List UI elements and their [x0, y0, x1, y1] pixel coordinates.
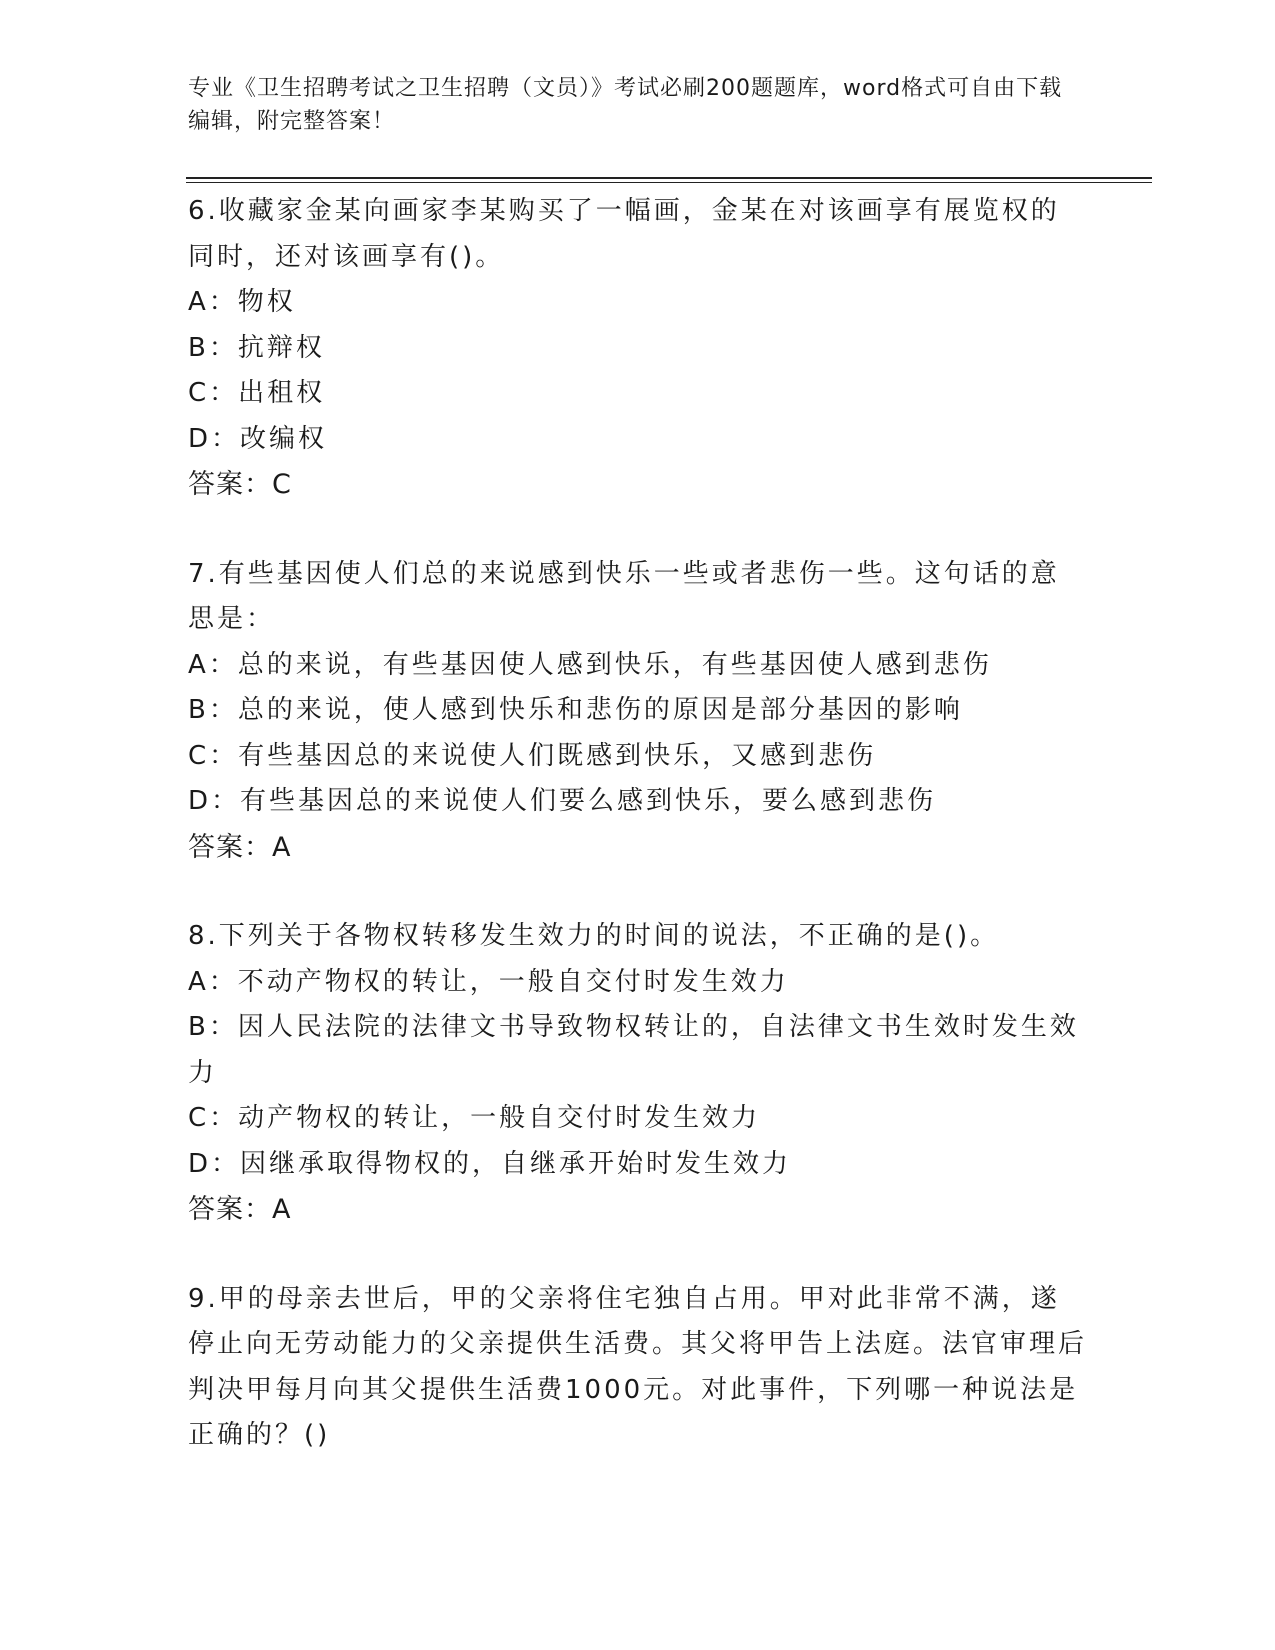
header-divider	[186, 177, 1152, 183]
option-b: B：总的来说，使人感到快乐和悲伤的原因是部分基因的影响	[188, 695, 963, 725]
option-a: A：总的来说，有些基因使人感到快乐，有些基因使人感到悲伤	[188, 649, 992, 680]
option-a: A：物权	[188, 287, 296, 317]
question-stem: 8.下列关于各物权转移发生效力的时间的说法，不正确的是()。	[188, 921, 1000, 951]
answer-line: 答案：A	[188, 1194, 292, 1225]
question-8	[188, 914, 1088, 1233]
option-d: D：因继承取得物权的，自继承开始时发生效力	[188, 1148, 792, 1179]
question-stem: 7.有些基因使人们总的来说感到快乐一些或者悲伤一些。这句话的意思是：	[188, 558, 1060, 634]
answer-line: 答案：C	[188, 469, 292, 500]
question-stem: 6.收藏家金某向画家李某购买了一幅画，金某在对该画享有展览权的同时，还对该画享有()。	[188, 196, 1060, 272]
question-stem: 9.甲的母亲去世后，甲的父亲将住宅独自占用。甲对此非常不满，遂停止向无劳动能力的父亲提供生活费。其父将甲告上法庭。法官审理后判决甲每月向其父提供生活费1000元。对此事件，下列哪一种说法是正确的？()	[188, 1283, 1088, 1450]
question-9	[188, 1277, 1088, 1459]
option-c: C：出租权	[188, 378, 326, 408]
question-6	[188, 189, 1088, 508]
option-b: B：因人民法院的法律文书导致物权转让的，自法律文书生效时发生效力	[188, 1012, 1079, 1088]
option-d: D：改编权	[188, 423, 328, 454]
question-7	[188, 552, 1088, 871]
answer-line: 答案：A	[188, 831, 292, 863]
option-a: A：不动产物权的转让，一般自交付时发生效力	[188, 966, 789, 997]
option-c: C：动产物权的转让，一般自交付时发生效力	[188, 1103, 761, 1133]
option-b: B：抗辩权	[188, 332, 325, 363]
option-d: D：有些基因总的来说使人们要么感到快乐，要么感到悲伤	[188, 786, 937, 816]
question-list	[188, 189, 1088, 1459]
page-header: 专业《卫生招聘考试之卫生招聘（文员）》考试必刷200题题库，word格式可自由下载编辑，附完整答案！	[188, 76, 1063, 134]
option-c: C：有些基因总的来说使人们既感到快乐，又感到悲伤	[188, 740, 877, 771]
